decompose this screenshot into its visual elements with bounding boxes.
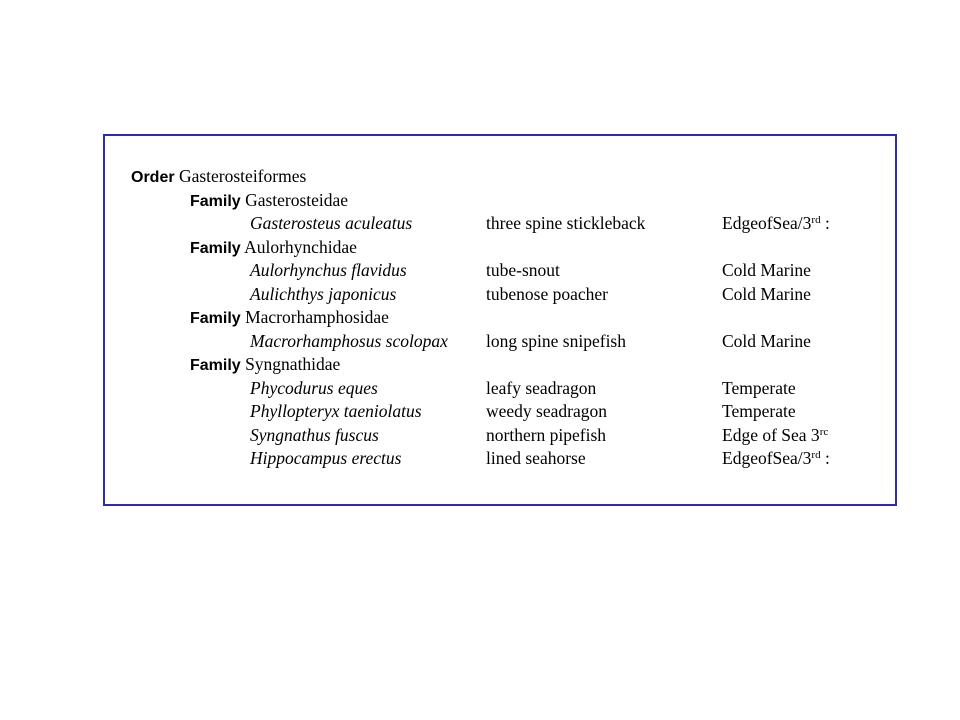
species-common-name: three spine stickleback [486, 213, 646, 233]
habitat-text: EdgeofSea/3 [722, 213, 812, 233]
order-row [131, 166, 306, 188]
habitat-tail: : [820, 213, 830, 233]
species-scientific-name: Hippocampus erectus [250, 448, 402, 468]
species-common-name: weedy seadragon [486, 401, 607, 421]
habitat-text: Edge of Sea 3 [722, 425, 820, 445]
species-common-name: tubenose poacher [486, 284, 608, 304]
family-keyword: Family [190, 240, 241, 257]
species-habitat [722, 448, 830, 468]
species-habitat: Temperate [722, 378, 796, 398]
family-keyword: Family [190, 357, 241, 374]
family-name: Macrorhamphosidae [245, 307, 389, 327]
family-name: Syngnathidae [245, 354, 341, 374]
habitat-tail: : [820, 448, 830, 468]
habitat-superscript: rc [819, 426, 829, 438]
species-common-name: tube-snout [486, 260, 560, 280]
family-row [190, 307, 389, 329]
species-scientific-name: Aulorhynchus flavidus [250, 260, 407, 280]
species-habitat: Temperate [722, 401, 796, 421]
family-name: Gasterosteidae [245, 190, 349, 210]
order-keyword: Order [131, 169, 175, 186]
habitat-superscript: rd [811, 449, 821, 461]
family-keyword: Family [190, 193, 241, 210]
species-scientific-name: Phyllopteryx taeniolatus [250, 401, 422, 421]
species-common-name: lined seahorse [486, 448, 586, 468]
family-row [190, 190, 348, 212]
species-scientific-name: Macrorhamphosus scolopax [250, 331, 448, 351]
species-scientific-name: Aulichthys japonicus [250, 284, 397, 304]
species-scientific-name: Phycodurus eques [250, 378, 378, 398]
species-common-name: leafy seadragon [486, 378, 597, 398]
family-keyword: Family [190, 310, 241, 327]
habitat-superscript: rd [811, 214, 821, 226]
taxonomy-box [103, 134, 897, 506]
family-name: Aulorhynchidae [244, 237, 357, 257]
species-scientific-name: Syngnathus fuscus [250, 425, 379, 445]
species-habitat [722, 213, 830, 233]
species-scientific-name: Gasterosteus aculeatus [250, 213, 413, 233]
order-name: Gasterosteiformes [178, 166, 307, 186]
species-habitat: Cold Marine [722, 260, 811, 280]
family-row [190, 237, 357, 259]
species-common-name: long spine snipefish [486, 331, 626, 351]
habitat-text: EdgeofSea/3 [722, 448, 812, 468]
species-common-name: northern pipefish [486, 425, 607, 445]
species-habitat: Cold Marine [722, 284, 811, 304]
family-row [190, 354, 340, 376]
species-habitat: Cold Marine [722, 331, 811, 351]
species-habitat [722, 425, 828, 445]
